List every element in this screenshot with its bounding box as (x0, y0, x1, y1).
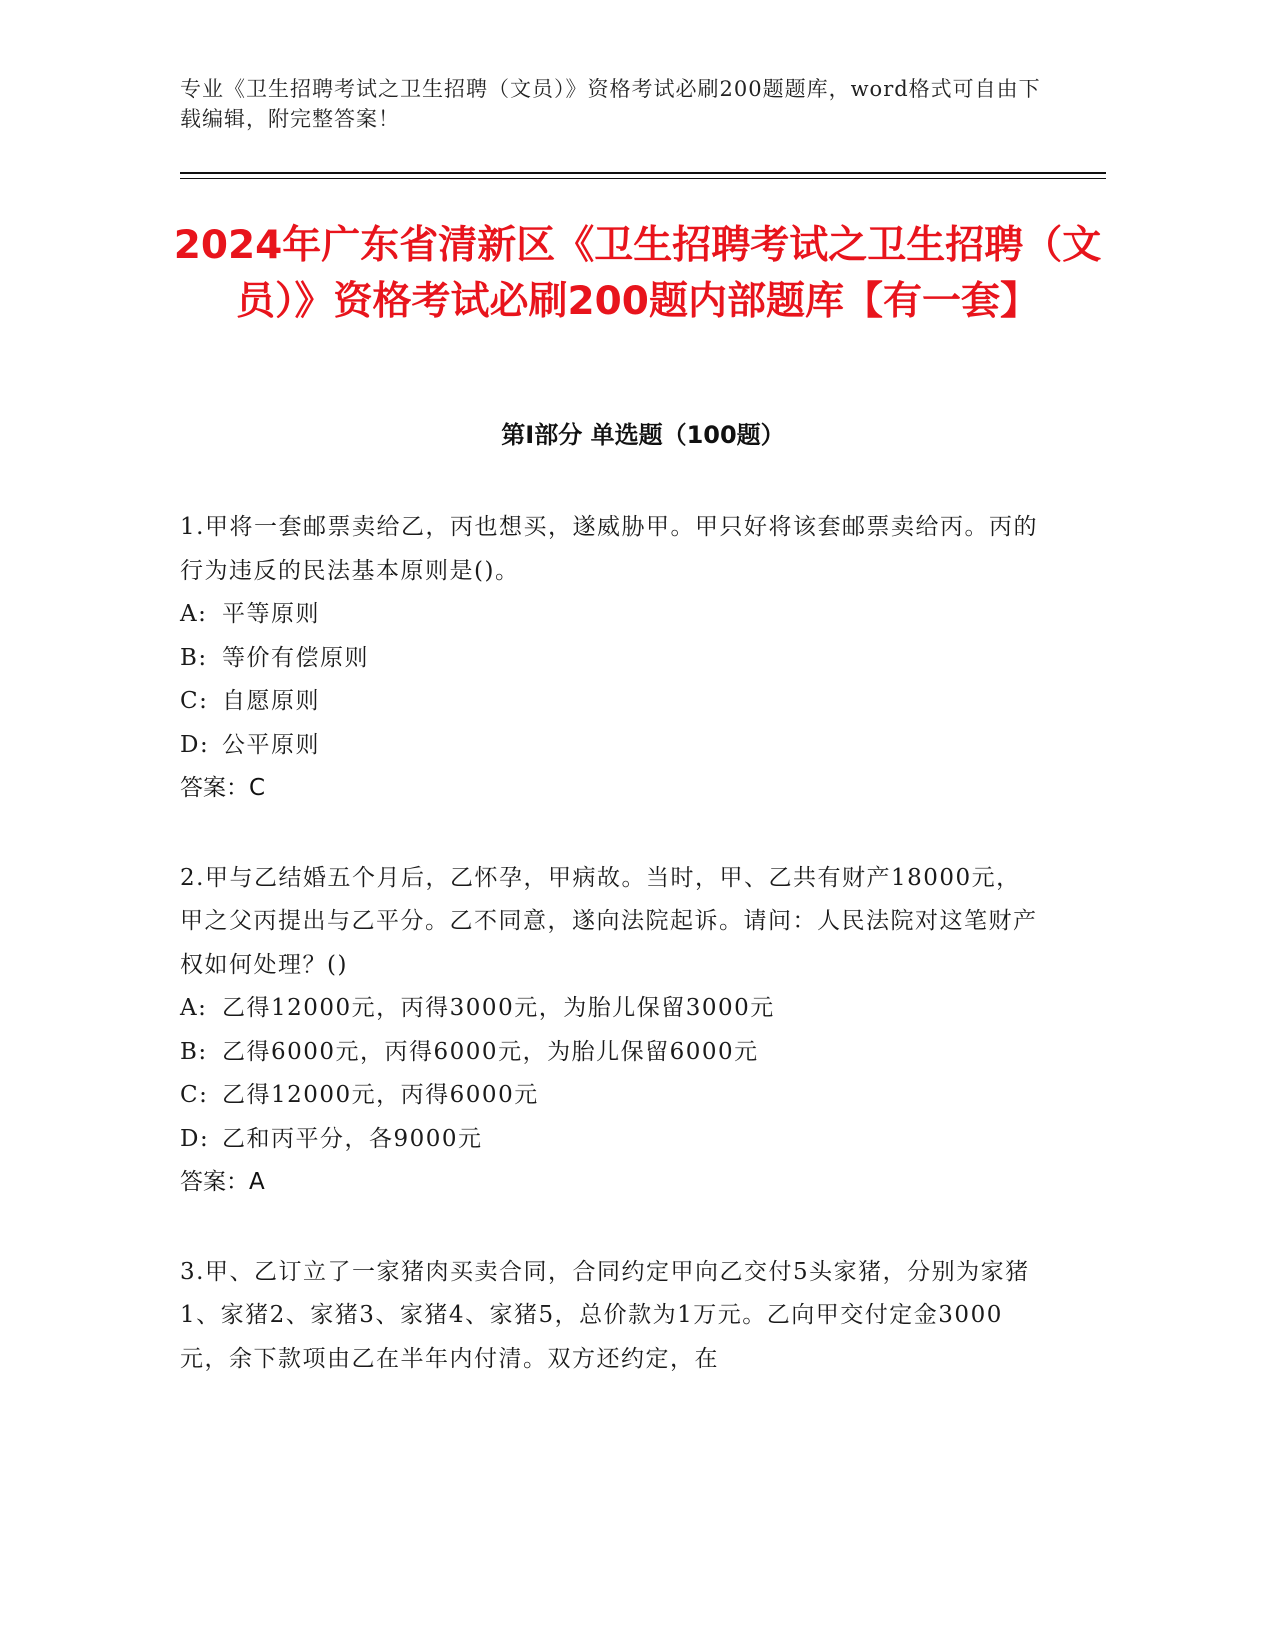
question-1 (180, 506, 1040, 811)
option-text: 自愿原则 (222, 688, 320, 714)
option-b (180, 1031, 1040, 1075)
option-a (180, 593, 1040, 637)
option-letter: C: (180, 688, 209, 714)
option-text: 平等原则 (222, 601, 320, 627)
option-d (180, 1118, 1040, 1162)
header-divider-thin (180, 178, 1106, 179)
option-c (180, 1074, 1040, 1118)
question-stem: 1.甲将一套邮票卖给乙，丙也想买，遂威胁甲。甲只好将该套邮票卖给丙。丙的行为违反的民法基本原则是()。 (180, 514, 1038, 584)
option-a (180, 987, 1040, 1031)
option-text: 乙得6000元，丙得6000元，为胎儿保留6000元 (222, 1038, 759, 1065)
question-stem: 2.甲与乙结婚五个月后，乙怀孕，甲病故。当时，甲、乙共有财产18000元，甲之父丙提出与乙平分。乙不同意，遂向法院起诉。请问：人民法院对这笔财产权如何处理？() (180, 864, 1038, 978)
option-letter: B: (180, 1038, 208, 1065)
answer-line: 答案：A (180, 1169, 265, 1195)
option-c (180, 680, 1040, 724)
option-b (180, 637, 1040, 681)
option-text: 公平原则 (222, 731, 320, 758)
option-letter: D: (180, 731, 210, 758)
option-letter: D: (180, 1125, 210, 1152)
option-text: 乙和丙平分，各9000元 (222, 1125, 483, 1152)
answer-line: 答案：C (180, 775, 266, 801)
document-title: 2024年广东省清新区《卫生招聘考试之卫生招聘（文员）》资格考试必刷200题内部题库【有一套】 (173, 223, 1102, 324)
header-divider-thick (180, 172, 1106, 174)
option-text: 等价有偿原则 (222, 644, 369, 671)
question-2 (180, 857, 1040, 1205)
option-letter: C: (180, 1082, 209, 1108)
question-stem: 3.甲、乙订立了一家猪肉买卖合同，合同约定甲向乙交付5头家猪，分别为家猪1、家猪2、家猪3、家猪4、家猪5，总价款为1万元。乙向甲交付定金3000元，余下款项由乙在半年内付清。双方还约定，在 (180, 1258, 1030, 1372)
option-d (180, 724, 1040, 768)
option-text: 乙得12000元，丙得3000元，为胎儿保留3000元 (222, 995, 775, 1021)
section-heading: 第Ⅰ部分 单选题（100题） (501, 421, 785, 449)
header-note: 专业《卫生招聘考试之卫生招聘（文员）》资格考试必刷200题题库，word格式可自由下载编辑，附完整答案！ (180, 77, 1041, 131)
option-letter: B: (180, 644, 208, 671)
option-letter: A: (180, 601, 208, 627)
question-3 (180, 1251, 1040, 1382)
question-list (180, 506, 1040, 1427)
option-letter: A: (180, 995, 208, 1021)
option-text: 乙得12000元，丙得6000元 (222, 1082, 539, 1108)
